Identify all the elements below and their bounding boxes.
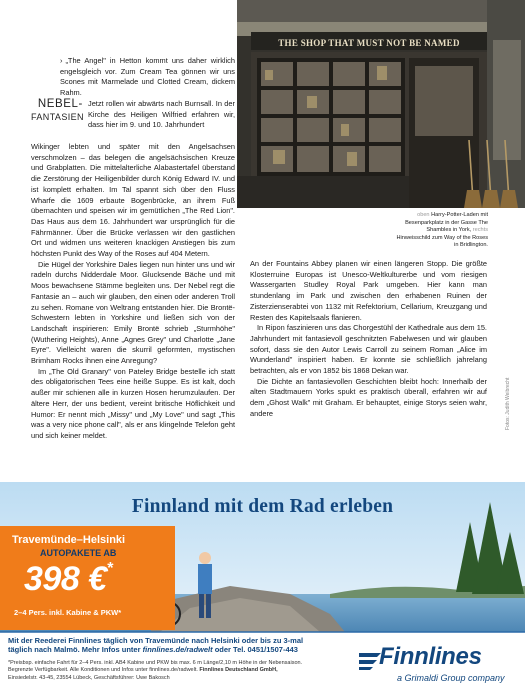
shop-sign: THE SHOP THAT MUST NOT BE NAMED	[278, 38, 460, 48]
photo-credit: Fotos: Judith Weibrecht	[505, 377, 511, 430]
photo-caption	[395, 212, 488, 250]
finnlines-logo[interactable]	[357, 643, 517, 689]
paragraph-1a-text: Jetzt rollen wir abwärts nach Burnsall. In der Kirche des Heiligen Wilfried erfahren wir, dass hier im 9. und 10. Jahrhundert	[88, 99, 235, 130]
ad-fine-line3: Einsiedelstr. 43-45, 23554 Lübeck, Geschäftsführer: Uwe Bakosch	[8, 674, 170, 681]
ad-fine-company: Finnlines Deutschland GmbH,	[199, 667, 278, 674]
ad-price-box[interactable]	[0, 526, 175, 630]
arrow-right-icon: ›	[60, 56, 63, 65]
ad-main-line2: täglich nach Malmö. Mehr Infos unter finnlines.de/radwelt oder Tel. 0451/1507-443	[8, 645, 298, 654]
paragraph-5: In Ripon faszinieren uns das Chorgestühl der Kathedrale aus dem 15. Jahrhundert mit fantasievoll geschnitzten Fabelwesen und wir glauben sofort, dass sie den Autor Lewis Carroll zu seinem Roman „Alice im Wunderland" inspiriert haben. Er konnte sie schließlich jahrelang betrachten, als er von 1852 bis 1868 Dekan war.	[250, 323, 487, 376]
article-column-right	[250, 259, 487, 420]
ad-url-link[interactable]: finnlines.de/radwelt	[142, 645, 213, 654]
ad-main-text	[8, 636, 328, 654]
paragraph-1b: Wikinger lebten und später mit den Angelsachsen verschmolzen – das belegen die angelsächsischen Kreuze und Grabplatten. Die mittelalterliche Alabastertafel überstand die Zerstörung der Heiligenbilder durch König Edward IV. und ist komplett erhalten. Im Tal spannt sich über den Fluss Wharfe die 1609 erbaute Bogenbrücke, an ihrem Fuß übernachten und speisen wir im gemütlichen „The Red Lion". Das Haus aus dem 16. Jahrhundert war ursprünglich für die Fährmänner. Über die Brücke verlassen wir den gastlichen Ort und widmen uns weiteren knackigen Anstiegen bis zum höchsten Punkt des Way of the Roses auf 404 Metern.	[31, 142, 235, 259]
ad-price-value: 398 €	[24, 560, 107, 598]
subhead-line1: NEBEL-	[37, 98, 83, 110]
finnlines-ad[interactable]	[0, 482, 525, 700]
article-intro	[60, 56, 235, 99]
subhead-line2: FANTASIEN	[31, 112, 84, 122]
caption-text-right: Hinweisschild zum Way of the Roses in Bridlington.	[396, 234, 488, 249]
logo-tagline: a Grimaldi Group company	[397, 673, 505, 683]
caption-direction-top: oben	[417, 212, 430, 218]
ad-price-star: *	[106, 560, 113, 577]
shop-photo-drawing	[237, 0, 525, 208]
paragraph-2: Die Hügel der Yorkshire Dales liegen nun hinter uns und wir radeln durchs Nidderdale Moor. Glucksende Bäche und mit Moos bewachsene Stämme begleiten uns. Der Nebel regt die Fantasie an – auch wir glauben, den einen oder anderen Troll zu sehen. Romane von Weltrang entstanden hier. Die Brontë-Schwestern lebten in Yorkshire und ließen sich von der Landschaft inspirieren: Emily Brontë schrieb „Sturmhöhe" (Wuthering Heights), Anne „Agnes Grey" und Charlotte „Jane Eyre". Vielleicht waren die skurril geformten, mystischen Brimham Rocks ihnen eine Anregung?	[31, 259, 235, 366]
paragraph-3: Im „The Old Granary" von Pateley Bridge bestelle ich statt des obligatorischen Tees eine heiße Suppe. Es ist kalt, doch außer mir schienen alle in kurzen Hosen herumzulaufen. Der ältere Herr, der uns bedient, vereint britische Höflichkeit und Humor: Er nennt mich „Missy" und „My Love" und sagt „This was a very nice phone call", als er ans klingelnde Telefon geht und sich keiner meldet.	[31, 366, 235, 440]
ad-fine-line1: *Preisbsp. einfache Fahrt für 2–4 Pers. inkl. AB4 Kabine und PKW bis max. 6 m Länge/2,10 m Höhe in der Nebensaison.	[8, 660, 303, 666]
ad-price-details: 2–4 Pers. inkl. Kabine & PKW*	[14, 608, 122, 617]
shop-photo	[237, 0, 525, 208]
ad-price-amount	[24, 560, 112, 599]
ad-headline: Finnland mit dem Rad erleben	[131, 496, 394, 517]
article-paragraph-1a	[88, 99, 235, 131]
paragraph-6: Die Dichte an fantasievollen Geschichten bleibt hoch: Innerhalb der alten Stadtmauern Yorks spukt es praktisch überall, erfahren wir auf dem „Ghost Walk" mit Graham. Er behauptet, einige Storys seien wahr, andere	[250, 376, 487, 418]
ad-main-line1: Mit der Reederei Finnlines täglich von Travemünde nach Helsinki oder bis zu 3-mal	[8, 636, 304, 645]
ad-fine-print	[8, 660, 338, 682]
ad-package-label: AUTOPAKETE AB	[40, 548, 117, 558]
logo-name: Finnlines	[379, 643, 482, 670]
article-column-left	[31, 142, 235, 442]
caption-direction-right: rechts	[472, 227, 488, 234]
ad-fine-line2: Begrenzte Verfügbarkeit. Alle Konditionen und Infos unter finnlines.de/radwelt. Finnlines Deutschland GmbH,	[8, 667, 278, 674]
caption-text-top: Harry-Potter-Laden mit Besenparkplatz in der Gasse The Shambles in York,	[405, 212, 488, 234]
intro-text: „The Angel" in Hetton kommt uns daher wirklich engelsgleich vor. Zum Cream Tea gönnen wir uns Scones mit Marmelade und Clotted Cream, dickem Rahm.	[60, 56, 235, 98]
section-subhead	[31, 98, 83, 124]
ad-route: Travemünde–Helsinki	[12, 534, 126, 546]
paragraph-4: An der Fountains Abbey planen wir einen längeren Stopp. Die größte Klosterruine Europas ist Unesco-Weltkulturerbe und vom riesigen Wassergarten Studley Royal Park umgeben. Hier kann man stundenlang im Park und zwischen den erhabenen Ruinen der Zisterzienserabtei von 1132 mit Refektorium, Cellarium, Kreuzgang und Resten des Kapitelsaals flanieren.	[250, 259, 487, 322]
